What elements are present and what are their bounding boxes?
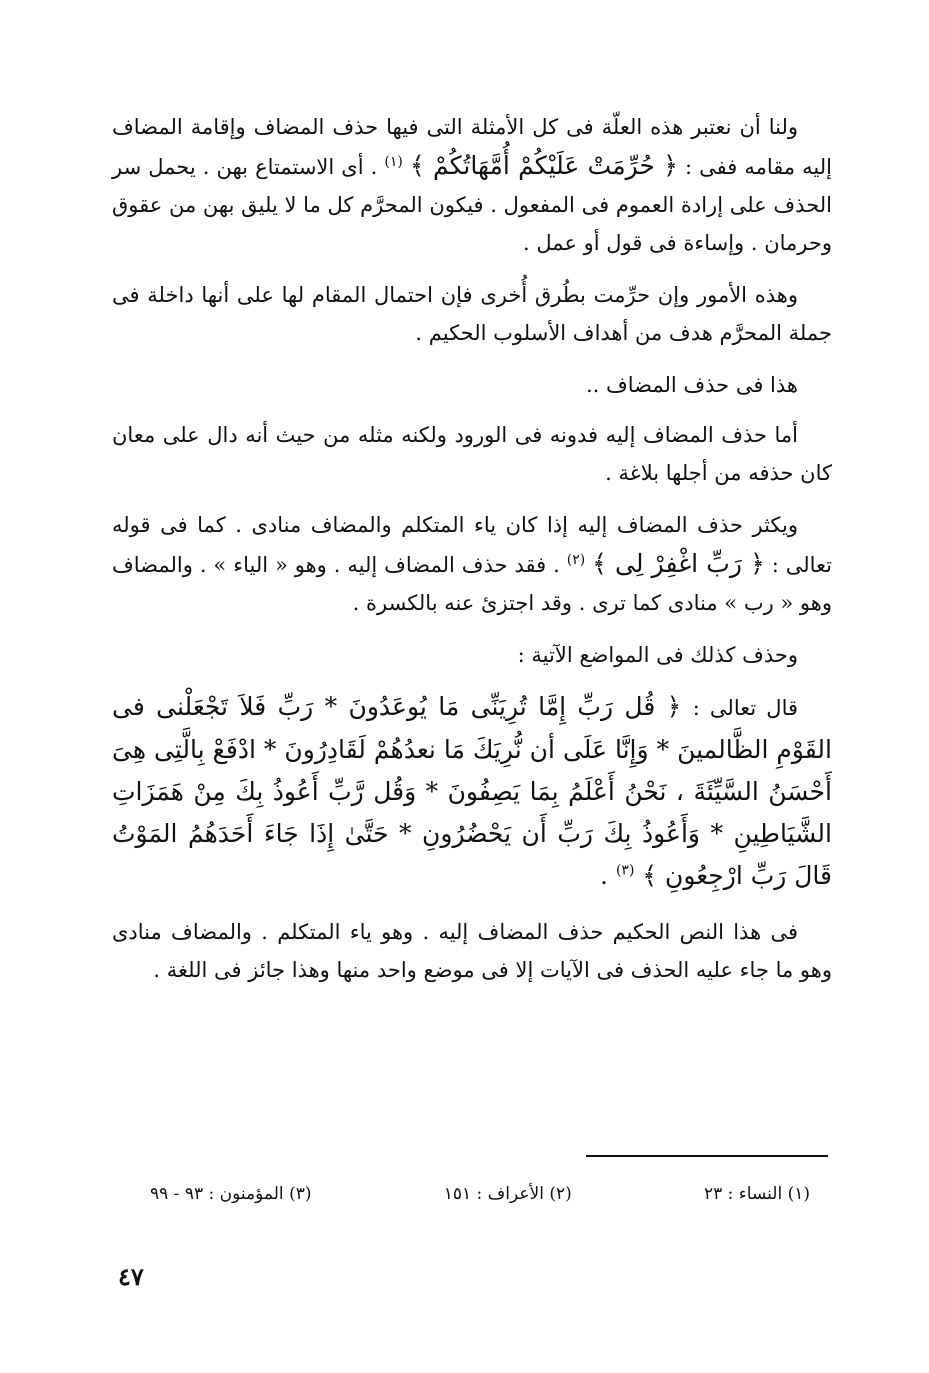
- footnote-ref-3: (٣): [615, 862, 635, 879]
- footnotes: [150, 1182, 810, 1206]
- paragraph-8: فى هذا النص الحكيم حذف المضاف إليه . وهو ياء المتكلم . والمضاف منادى وهو ما جاء عليه الحذف فى الآيات إلا فى موضع واحد منها وهذا جائز فى اللغة .: [112, 920, 832, 982]
- paragraph-1: [112, 108, 832, 262]
- paragraph-4: أما حذف المضاف إليه فدونه فى الورود ولكنه مثله من حيث أنه دال على معان كان حذفه من أجلها بلاغة .: [112, 423, 832, 485]
- footnote-divider: [586, 1155, 828, 1157]
- main-text: [112, 108, 832, 1003]
- paragraph-1-text-b: . أى الاستمتاع بهن . يحمل سر الحذف على إرادة العموم فى المفعول . فيكون المحرَّم كل ما لا يليق بهن من عقوق وحرمان . وإساءة فى قول أو عمل .: [112, 155, 832, 255]
- paragraph-2: وهذه الأمور وإن حرِّمت بطُرق أُخرى فإن احتمال المقام لها على أنها داخلة فى جملة المحرَّم هدف من أهداف الأسلوب الحكيم .: [112, 283, 832, 345]
- footnote-ref-2: (٢): [566, 552, 586, 568]
- paragraph-5: [112, 506, 832, 622]
- paragraph-5-text-b: . فقد حذف المضاف إليه . وهو « الياء » . والمضاف وهو « رب » منادى كما ترى . وقد اجتزئ عنه بالكسرة .: [112, 553, 832, 615]
- page-number: ٤٧: [118, 1262, 144, 1291]
- paragraph-7: [112, 686, 832, 897]
- quran-verse-1: ﴿ حُرِّمَتْ عَلَيْكُمْ أُمَّهَاتُكُمْ ﴾: [409, 151, 678, 180]
- paragraph-3: هذا فى حذف المضاف ..: [585, 373, 798, 397]
- footnote-1: (١) النساء : ٢٣: [704, 1184, 810, 1204]
- footnote-ref-1: (١): [384, 154, 403, 170]
- paragraph-7-end: .: [600, 861, 608, 890]
- paragraph-5-text-a: ويكثر حذف المضاف إليه إذا كان ياء المتكلم والمضاف منادى . كما فى قوله تعالى :: [112, 513, 832, 577]
- quran-verse-2: ﴿ رَبِّ اغْفِرْ لِى ﴾: [592, 549, 765, 578]
- footnote-3: (٣) المؤمنون : ٩٣ - ٩٩: [150, 1184, 312, 1204]
- paragraph-7-intro: قال تعالى :: [692, 696, 799, 720]
- paragraph-1-text-a: ولنا أن نعتبر هذه العلّة فى كل الأمثلة التى فيها حذف المضاف وإقامة المضاف إليه مقامه ففى :: [112, 115, 832, 179]
- quran-verse-3: ﴿ قُل رَبِّ إِمَّا تُرِيَنِّى مَا يُوعَدُونَ * رَبِّ فَلاَ تَجْعَلْنى فى القَوْمِ الظَّالمينَ * وَإِنَّا عَلَى أن نُّرِيَكَ مَا نعدُهُمْ لَقَادِرُونَ * ادْفَعْ بِالَّتِى هِىَ أَحْسَنُ السَّيِّئَةَ ، نَحْنُ أَعْلَمُ بِمَا يَصِفُونَ * وَقُل رَّبِّ أَعُوذُ بِكَ مِنْ هَمَزَاتِ الشَّيَاطِينِ * وَأَعُوذُ بِكَ رَبِّ أَن يَحْضُرُونِ * حَتَّىٰ إِذَا جَاءَ أَحَدَهُمُ المَوْتُ قَالَ رَبِّ ارْجِعُونِ ﴾: [112, 692, 832, 890]
- paragraph-6: وحذف كذلك فى المواضع الآتية :: [517, 643, 798, 667]
- footnote-2: (٢) الأعراف : ١٥١: [443, 1184, 572, 1204]
